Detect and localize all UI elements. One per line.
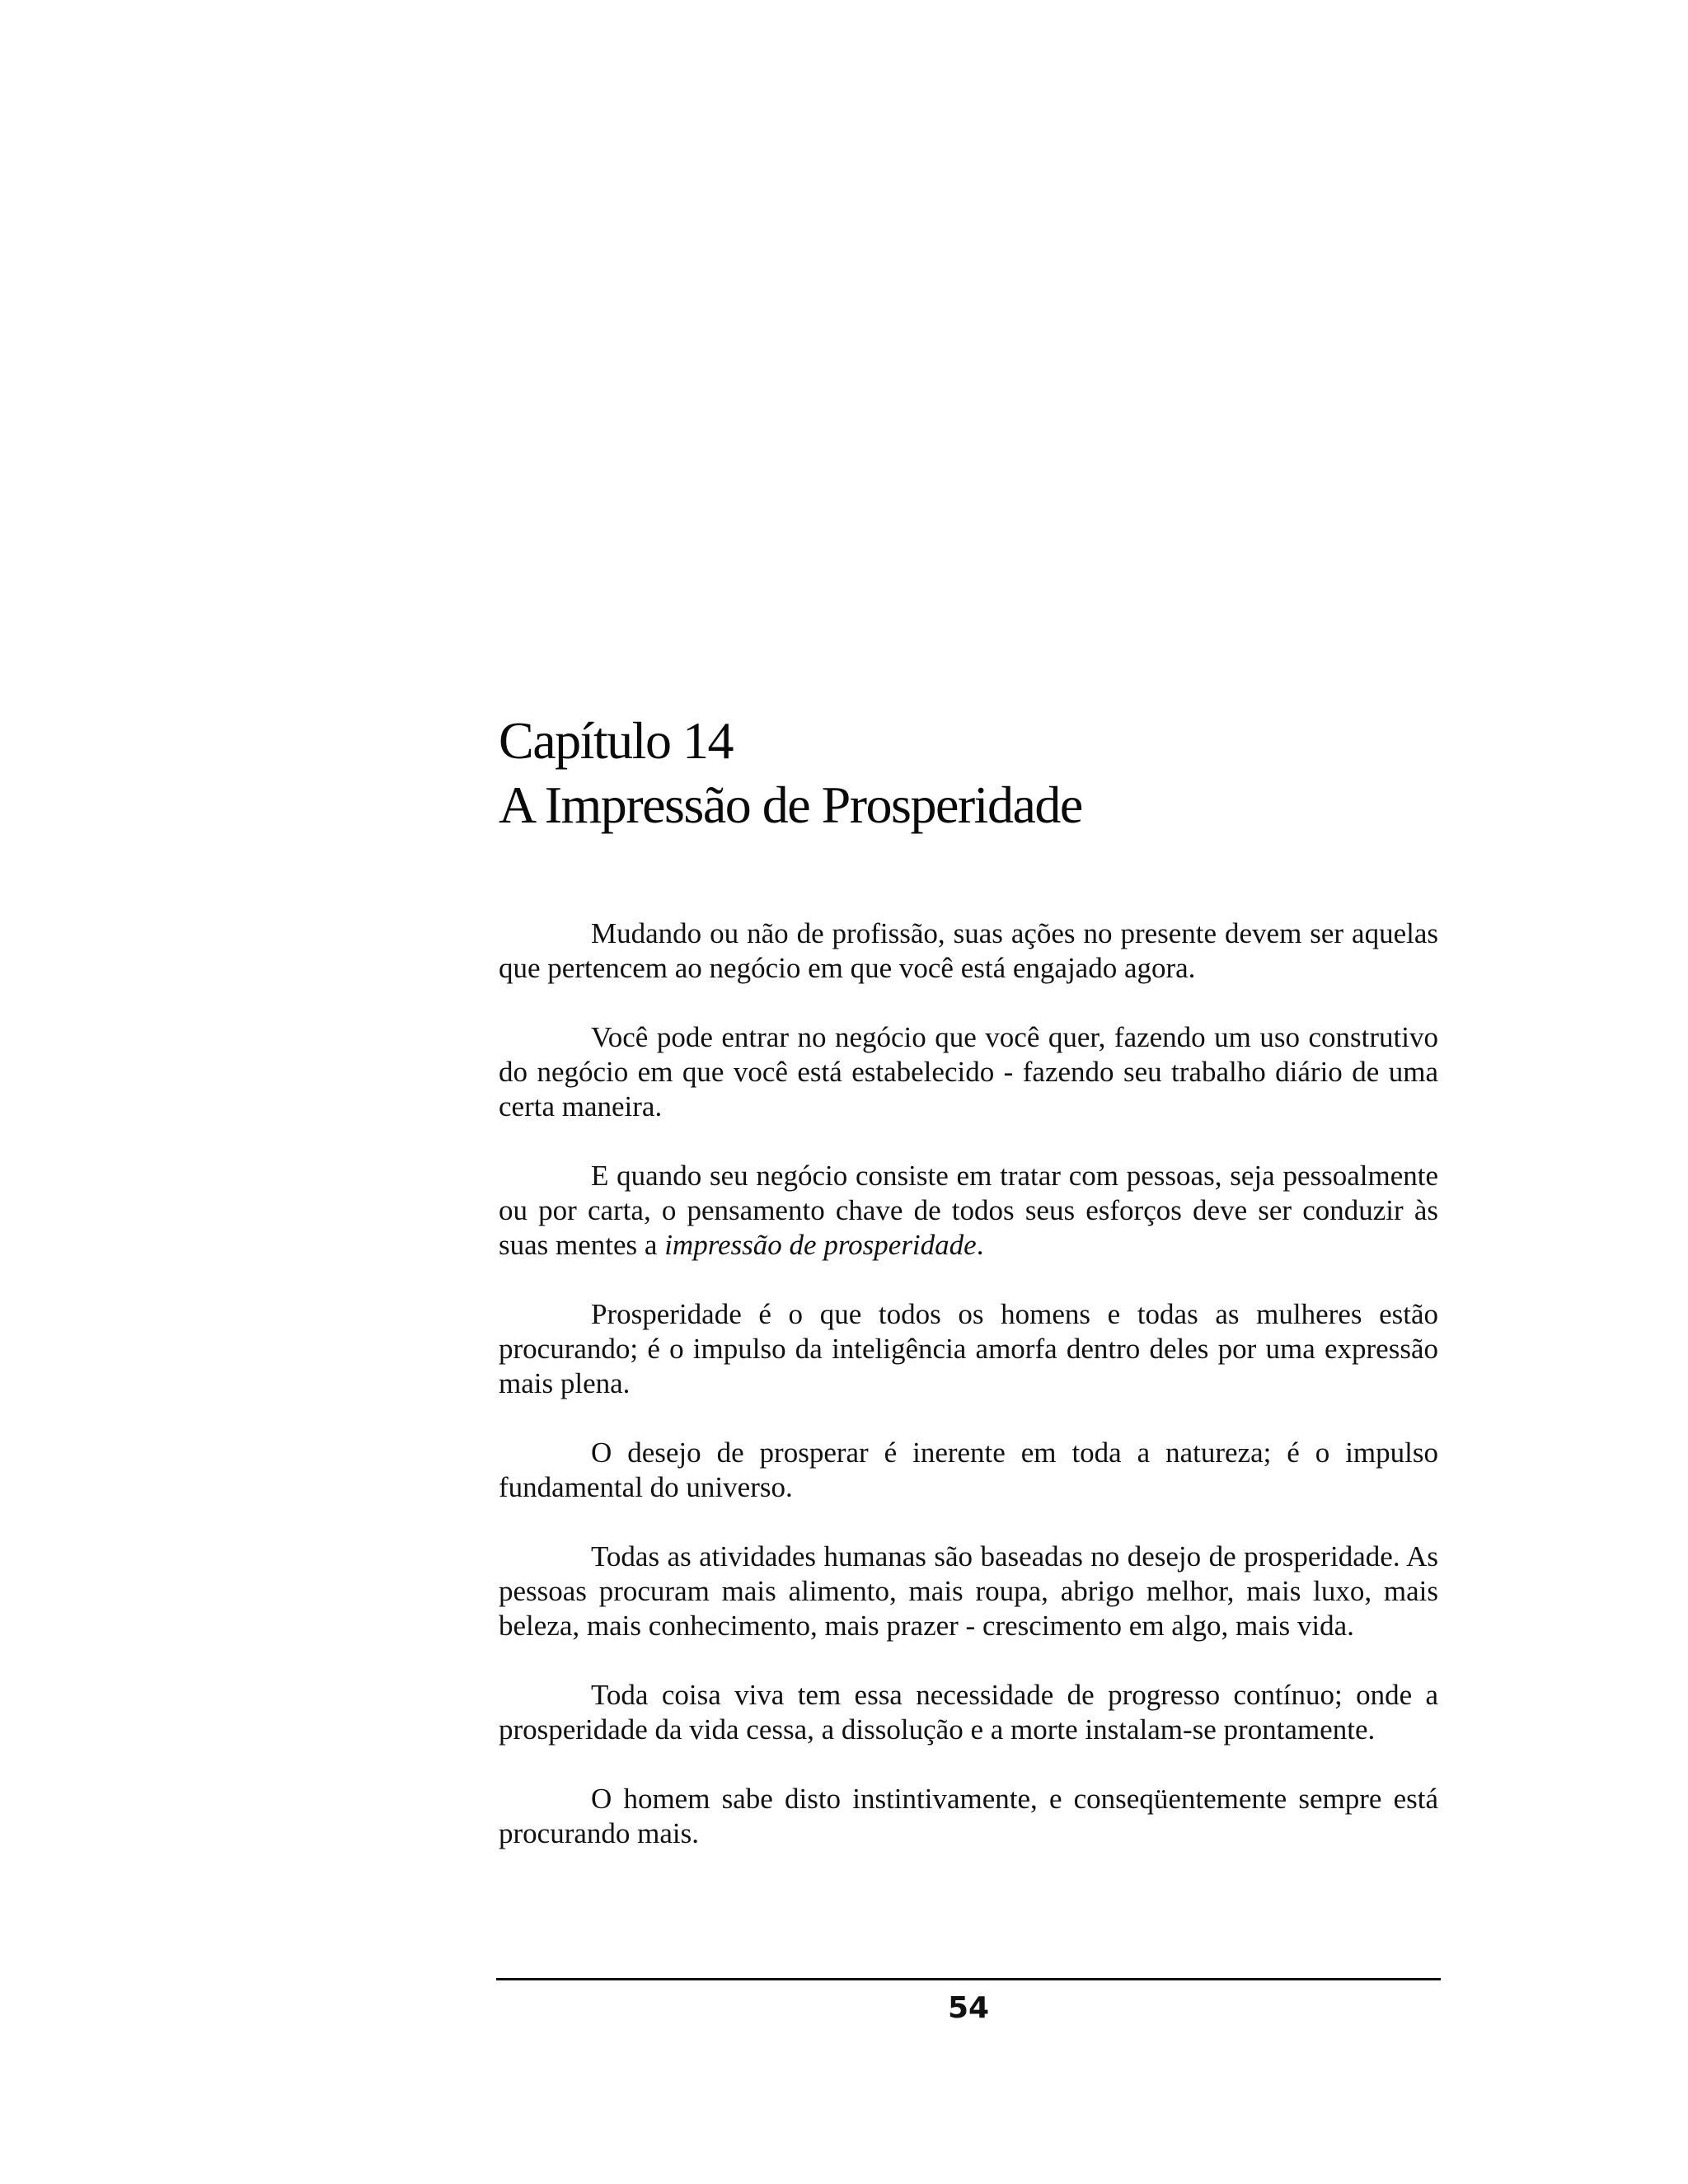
page-content — [499, 709, 1438, 1886]
paragraph-5: O desejo de prosperar é inerente em toda a natureza; é o impulso fundamental do universo. — [499, 1436, 1438, 1503]
paragraph-6: Todas as atividades humanas são baseadas no desejo de prosperidade. As pessoas procuram mais alimento, mais roupa, abrigo melhor, mais luxo, mais beleza, mais conhecimento, mais prazer - crescimento em algo, mais vida. — [499, 1540, 1438, 1642]
chapter-title: A Impressão de Prosperidade — [499, 776, 1082, 834]
paragraph-4: Prosperidade é o que todos os homens e todas as mulheres estão procurando; é o impulso da inteligência amorfa dentro deles por uma expressão mais plena. — [499, 1298, 1438, 1399]
paragraph-3-end: . — [976, 1229, 984, 1261]
footer-divider — [496, 1978, 1441, 1980]
chapter-number: Capítulo 14 — [499, 711, 733, 770]
paragraph-8: O homem sabe disto instintivamente, e conseqüentemente sempre está procurando mais. — [499, 1783, 1438, 1849]
chapter-heading — [499, 709, 1438, 837]
paragraph-2: Você pode entrar no negócio que você quer, fazendo um uso construtivo do negócio em que você está estabelecido - fazendo seu trabalho diário de uma certa maneira. — [499, 1021, 1438, 1122]
paragraph-3 — [499, 1159, 1438, 1263]
paragraph-1: Mudando ou não de profissão, suas ações no presente devem ser aquelas que pertencem ao negócio em que você está engajado agora. — [499, 917, 1438, 984]
paragraph-7: Toda coisa viva tem essa necessidade de progresso contínuo; onde a prosperidade da vida cessa, a dissolução e a morte instalam-se prontamente. — [499, 1679, 1438, 1746]
page-number: 54 — [947, 1991, 990, 2025]
paragraph-3-text: E quando seu negócio consiste em tratar com pessoas, seja pessoalmente ou por carta, o pensamento chave de todos seus esforços deve ser conduzir às suas mentes a — [499, 1160, 1438, 1261]
paragraph-3-emphasis: impressão de prosperidade — [664, 1229, 977, 1261]
